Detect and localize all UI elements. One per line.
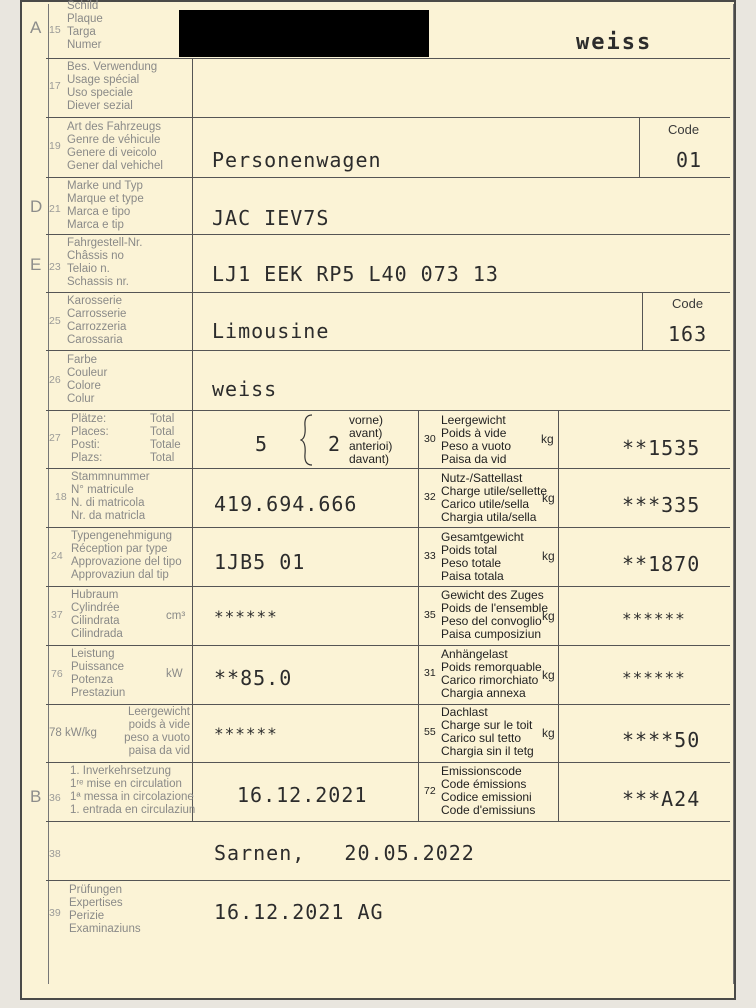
row-divider [46,410,730,411]
row-divider [46,177,730,178]
field-30-label: Leergewicht Poids à vide Peso a vuoto Paisa da vid [441,413,512,466]
field-24-label: Typengenehmigung Réception par type Approvazione del tipo Approvaziun dal tip [71,530,182,581]
row-letter-d: D [30,197,43,216]
seats-front-value: 2 [328,432,342,456]
row-divider [46,527,730,528]
field-35-label: Gewicht des Zuges Poids de l'ensemble Peso del convoglio Paisa cumposiziun [441,588,549,641]
field-32-label: Nutz-/Sattellast Charge utile/sellette Carico utile/sella Chargia utila/sella [441,471,548,524]
row-divider [46,350,730,351]
make-type-value: JAC IEV7S [212,206,330,230]
field-76-label: Leistung Puissance Potenza Prestaziun [71,648,126,699]
type-approval-value: 1JB5 01 [214,550,306,574]
field-18-number: 18 [55,491,67,503]
row-divider [46,234,730,235]
vehicle-type-value: Personenwagen [212,148,382,172]
inspection-value: 16.12.2021 AG [214,900,384,924]
field-21-label: Marke und Typ Marque et type Marca e tipo Marca e tip [67,180,144,231]
row-divider [46,292,730,293]
field-36-label: 1. Inverkehrsetzung 1ʳᵉ mise en circulation 1ª messa in circolazione 1. entrada en circulaziun [70,765,196,816]
field-78-label: Leergewicht poids à vide peso a vuoto paisa da vid [124,706,190,757]
plate-number-redaction [179,10,429,57]
field-72-number: 72 [424,785,436,797]
power-weight-value: ****** [214,724,278,743]
row-letter-a: A [30,18,42,37]
field-27-number: 27 [49,432,61,444]
field-19-label: Art des Fahrzeugs Genre de véhicule Genere di veicolo Gener dal vehichel [67,121,163,172]
body-type-value: Limousine [212,319,330,343]
grid-value-divider [558,410,559,821]
field-32-number: 32 [424,491,436,503]
code-column-divider [639,117,640,177]
color-value: weiss [212,377,278,401]
field-15-number: 15 [49,24,61,36]
emission-code-value: ***A24 [622,787,701,811]
field-55-number: 55 [424,726,436,738]
field-37-number: 37 [51,609,63,621]
row-letter-b: B [30,787,42,806]
first-registration-value: 16.12.2021 [237,783,368,807]
field-24-number: 24 [51,550,63,562]
label-column-divider [192,58,193,821]
field-23-number: 23 [49,261,61,273]
field-31-label: Anhängelast Poids remorquable Carico rimorchiato Chargia annexa [441,647,542,700]
field-39-number: 39 [49,907,61,919]
field-36-number: 36 [49,792,61,804]
field-25-number: 25 [49,315,61,327]
vehicle-type-code-label: Code [668,122,700,137]
field-33-unit: kg [542,549,555,563]
field-76-number: 76 [51,668,63,680]
empty-weight-value: **1535 [622,436,701,460]
row-divider [46,117,730,118]
brace-icon [300,414,314,466]
seats-total-value: 5 [255,432,269,456]
displacement-value: ****** [214,607,278,626]
field-26-label: Farbe Couleur Colore Colur [67,354,108,405]
row-divider [46,880,730,881]
field-31-unit: kg [542,668,555,682]
row-divider [46,586,730,587]
train-weight-value: ****** [622,609,686,628]
field-76-unit: kW [166,668,183,680]
row-divider [46,468,730,469]
body-type-code-value: 163 [668,322,708,346]
field-23-label: Fahrgestell-Nr. Châssis no Telaio n. Schassis nr. [67,237,143,288]
field-32-unit: kg [542,491,555,505]
grid-center-divider [418,410,419,821]
field-33-label: Gesamtgewicht Poids total Peso totale Paisa totala [441,530,524,583]
field-39-label: Prüfungen Expertises Perizie Examinaziuns [69,884,141,935]
field-25-label: Karosserie Carrosserie Carrozzeria Carossaria [67,295,127,346]
seats-front-label: vorne) avant) anterioi) davant) [349,413,393,466]
roof-load-value: ****50 [622,728,701,752]
chassis-number-value: LJ1 EEK RP5 L40 073 13 [212,262,499,286]
field-30-unit: kg [541,432,554,446]
field-17-label: Bes. Verwendung Usage spécial Uso speciale Diever sezial [67,61,158,112]
field-33-number: 33 [424,550,436,562]
payload-value: ***335 [622,493,701,517]
row-divider [46,821,730,822]
field-17-number: 17 [49,80,61,92]
field-26-number: 26 [49,374,61,386]
field-21-number: 21 [49,203,61,215]
body-type-code-label: Code [672,296,704,311]
field-37-unit: cm³ [166,610,186,622]
field-27-label-right: Total Total Totale Total [150,413,181,464]
row-letter-e: E [30,255,42,274]
field-55-unit: kg [542,726,555,740]
field-72-label: Emissionscode Code émissions Codice emissioni Code d'emissiuns [441,764,536,817]
trailer-load-value: ****** [622,668,686,687]
field-30-number: 30 [424,433,436,445]
row-divider [46,645,730,646]
field-35-unit: kg [542,609,555,623]
row-divider [46,762,730,763]
power-value: **85.0 [214,666,293,690]
place-date-value: Sarnen, 20.05.2022 [214,841,475,865]
base-number-value: 419.694.666 [214,492,358,516]
field-37-label: Hubraum Cylindrée Cilindrata Cilindrada [71,589,123,640]
field-78-number-unit: 78 kW/kg [49,727,97,739]
code-column-divider [642,292,643,350]
field-35-number: 35 [424,609,436,621]
field-18-label: Stammnummer N° matricule N. di matricola Nr. da matricla [71,471,150,522]
field-27-label-left: Plätze: Places: Posti: Plazs: [71,413,109,464]
field-31-number: 31 [424,667,436,679]
total-weight-value: **1870 [622,552,701,576]
field-55-label: Dachlast Charge sur le toit Carico sul tetto Chargia sin il tetg [441,705,534,758]
field-15-label: Schild Plaque Targa Numer [67,0,103,51]
field-19-number: 19 [49,140,61,152]
row-divider [46,704,730,705]
row-divider [46,58,730,59]
field-38-number: 38 [49,848,61,860]
color-top-value: weiss [576,30,653,55]
vehicle-type-code-value: 01 [676,148,703,172]
